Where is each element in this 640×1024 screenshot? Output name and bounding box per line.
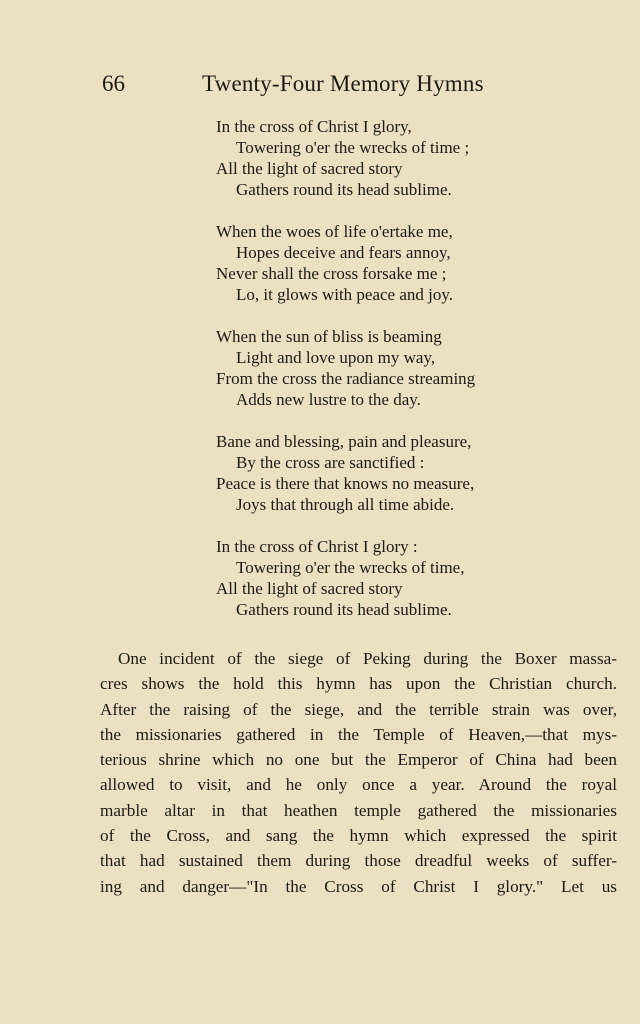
paragraph-line: One incident of the siege of Peking during the Boxer massa- xyxy=(118,649,617,668)
verse-line: Light and love upon my way, xyxy=(236,348,436,367)
verse-line: Never shall the cross forsake me ; xyxy=(216,264,447,283)
verse-line: In the cross of Christ I glory, xyxy=(216,117,412,136)
verse-line: Joys that through all time abide. xyxy=(236,495,455,514)
paragraph-line: the missionaries gathered in the Temple of Heaven,—that mys- xyxy=(100,724,617,744)
verse-line: Peace is there that knows no measure, xyxy=(216,474,475,493)
commentary-paragraph xyxy=(100,646,617,899)
paragraph-line: marble altar in that heathen temple gathered the missionaries xyxy=(100,800,617,820)
paragraph-line: of the Cross, and sang the hymn which expressed the spirit xyxy=(100,826,617,846)
verse-line: All the light of sacred story xyxy=(216,159,403,178)
paragraph-line: terious shrine which no one but the Emperor of China had been xyxy=(100,750,617,770)
verse-line: Gathers round its head sublime. xyxy=(236,180,452,199)
verse-line: From the cross the radiance streaming xyxy=(216,369,476,388)
verse-line: All the light of sacred story xyxy=(216,579,403,598)
stanza-1 xyxy=(216,116,556,200)
verse-line: Adds new lustre to the day. xyxy=(236,390,421,409)
paragraph-line: cres shows the hold this hymn has upon the Christian church. xyxy=(100,674,617,694)
verse-line: Gathers round its head sublime. xyxy=(236,600,452,619)
paragraph-line: that had sustained them during those dreadful weeks of suffer- xyxy=(100,851,617,871)
verse-line: In the cross of Christ I glory : xyxy=(216,537,418,556)
verse-line: Bane and blessing, pain and pleasure, xyxy=(216,432,472,451)
paragraph-line: ing and danger—"In the Cross of Christ I glory." Let us xyxy=(100,876,617,896)
verse-line: Lo, it glows with peace and joy. xyxy=(236,285,454,304)
verse-line: Towering o'er the wrecks of time, xyxy=(236,558,465,577)
verse-line: When the woes of life o'ertake me, xyxy=(216,222,453,241)
page-header xyxy=(102,70,532,100)
verse-line: Towering o'er the wrecks of time ; xyxy=(236,138,470,157)
paragraph-line: After the raising of the siege, and the terrible strain was over, xyxy=(100,699,617,719)
verse-line: Hopes deceive and fears annoy, xyxy=(236,243,451,262)
verse-line: By the cross are sanctified : xyxy=(236,453,425,472)
stanza-2 xyxy=(216,221,556,305)
running-title: Twenty-Four Memory Hymns xyxy=(202,71,484,96)
stanza-3 xyxy=(216,326,556,410)
page-number: 66 xyxy=(102,71,125,96)
hymn-text xyxy=(216,116,556,641)
verse-line: When the sun of bliss is beaming xyxy=(216,327,442,346)
stanza-4 xyxy=(216,431,556,515)
paragraph-line: allowed to visit, and he only once a year. Around the royal xyxy=(100,775,617,795)
stanza-5 xyxy=(216,536,556,620)
